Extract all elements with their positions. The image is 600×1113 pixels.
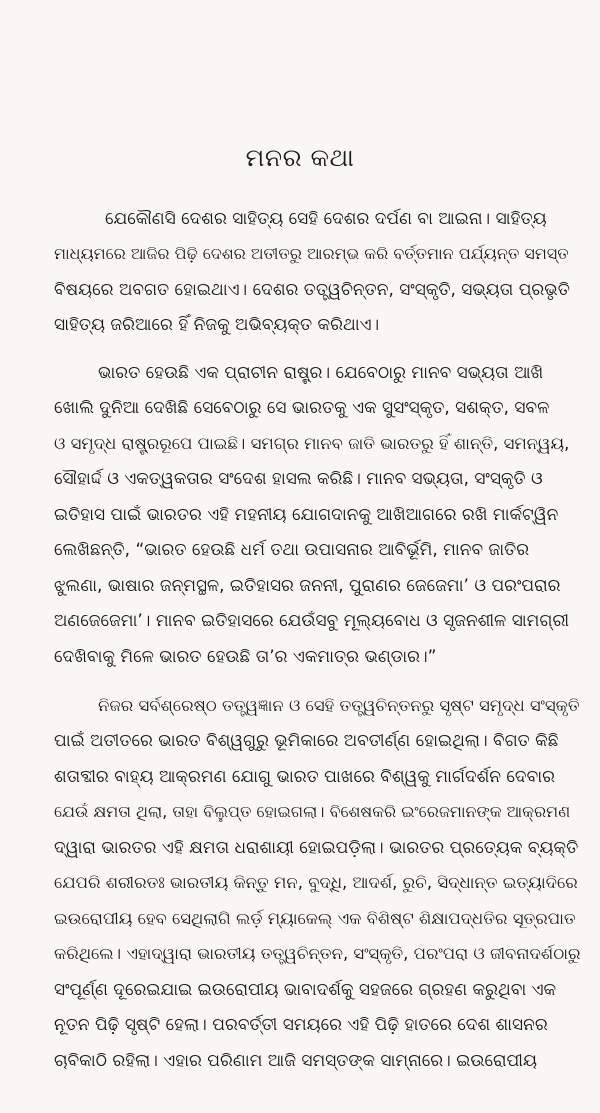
text-line-14: ନିଜର ସର୍ବଶ୍ରେଷ୍ଠ ତତ୍ତ୍ୱଜ୍ଞାନ ଓ ସେହି ତତ୍ତ୍ୱଚିନ୍ତନରୁ ସୃଷ୍ଟ ସମୃଦ୍ଧ ସଂସ୍କୃତି (98, 696, 580, 715)
text-line-13: ଦେଖିବାକୁ ମିଳେ ଭାରତ ହେଉଛି ତା’ର ଏକମାତ୍ର ଭଣ୍ଡାର।” (54, 647, 437, 667)
text-line-16: ଶତାବ୍ଦୀର ବାହ୍ୟ ଆକ୍ରମଣ ଯୋଗୁ ଭାରତ ପାଖରେ ବିଶ୍ୱକୁ ମାର୍ଗଦର୍ଶନ ଦେବାର (54, 767, 555, 787)
text-line-18: ଦ୍ୱାରା ଭାରତର ଏହି କ୍ଷମତା ଧରାଶାୟୀ ହୋଇପଡ଼ିଲା। ଭାରତର ପ୍ରତ୍ୟେକ ବ୍ୟକ୍ତି (54, 838, 579, 858)
text-line-10: ଲେଖିଛନ୍ତି, “ଭାରତ ହେଉଛି ଧର୍ମ ତଥା ଉପାସନାର ଆବିର୍ଭୂମି, ମାନବ ଜାତିର (54, 540, 530, 560)
text-line-1: ଯେକୌଣସି ଦେଶର ସାହିତ୍ୟ ସେହି ଦେଶର ଦର୍ପଣ ବା ଆଇନା। ସାହିତ୍ୟ (105, 209, 547, 229)
text-line-5: ଭାରତ ହେଉଛି ଏକ ପ୍ରାଚୀନ ରାଷ୍ଟ୍ର। ଯେବେଠାରୁ ମାନବ ସଭ୍ୟତା ଆଖି (98, 363, 544, 383)
text-line-21: କରିଥିଲେ। ଏହାଦ୍ୱାରା ଭାରତୀୟ ତତ୍ତ୍ୱଚିନ୍ତନ, ସଂସ୍କୃତି, ପରଂପରା ଓ ଜୀବନାଦର୍ଶଠାରୁ (54, 944, 581, 963)
text-line-24: ଚାବିକାଠି ରହିଲା। ଏହାର ପରିଣାମ ଆଜି ସମସ୍ତଙ୍କ ସାମ୍ନାରେ। ଇଉରୋପୀୟ (54, 1051, 537, 1071)
text-line-8: ସୌହାର୍ଦ୍ଦ ଓ ଏକତ୍ୱକତାର ସଂଦେଶ ହାସଲ କରିଛି। ମାନବ ସଭ୍ୟତା, ସଂସ୍କୃତି ଓ (54, 469, 543, 489)
text-line-20: ଇଉରୋପୀୟ ହେବ ସେଥିଲାଗି ଲର୍ଡ଼ ମ୍ୟାକେଲ୍ ଏକ ବିଶିଷ୍ଟ ଶିକ୍ଷାପଦ୍ଧତିର ସୂତ୍ରପାତ (54, 909, 576, 928)
text-line-22: ସଂପୂର୍ଣ୍ଣ ଦୂରେଇଯାଇ ଇଉରୋପୀୟ ଭାବାଦର୍ଶକୁ ସହଜରେ ଗ୍ରହଣ କରୁଥିବା ଏକ (54, 980, 557, 1000)
text-line-2: ମାଧ୍ୟମରେ ଆଜିର ପିଢ଼ି ଦେଶର ଅତୀତରୁ ଆରମ୍ଭ କରି ବର୍ତ୍ତମାନ ପର୍ଯ୍ୟନ୍ତ ସମସ୍ତ (54, 244, 569, 263)
page-title: ମନର କଥା (245, 143, 355, 172)
text-line-6: ଖୋଲି ଦୁନିଆ ଦେଖିଛି ସେବେଠାରୁ ସେ ଭାରତକୁ ଏକ ସୁସଂସ୍କୃତ, ସଶକ୍ତ, ସବଳ (54, 398, 550, 418)
text-line-7: ଓ ସମୃଦ୍ଧ ରାଷ୍ଟ୍ରରୂପେ ପାଇଛି। ସମଗ୍ର ମାନବ ଜାତି ଭାରତରୁ ହିଁ ଶାନ୍ତି, ସମନ୍ୱୟ, (54, 434, 570, 453)
text-line-17: ଯେଉଁ କ୍ଷମତା ଥିଲା, ତାହା ବିଲୁପ୍ତ ହୋଇଗଲା। ବିଶେଷକରି ଇଂରେଜମାନଙ୍କ ଆକ୍ରମଣ (54, 802, 571, 821)
text-line-9: ଇତିହାସ ପାଇଁ ଭାରତର ଏହି ମହନୀୟ ଯୋଗଦାନକୁ ଆଖିଆଗରେ ରଖି ମାର୍କଟ୍ୱିନ (54, 505, 559, 525)
text-line-4: ସାହିତ୍ୟ ଜରିଆରେ ହିଁ ନିଜକୁ ଅଭିବ୍ୟକ୍ତ କରିଥାଏ। (54, 315, 380, 335)
text-line-19: ଯେପରି ଶରୀରତଃ ଭାରତୀୟ କିନ୍ତୁ ମନ, ବୁଦ୍ଧି, ଆଦର୍ଶ, ରୁଚି, ସିଦ୍ଧାନ୍ତ ଇତ୍ୟାଦିରେ (54, 873, 578, 892)
text-line-11: ଝୁଲଣା, ଭାଷାର ଜନ୍ମସ୍ଥଳ, ଇତିହାସର ଜନନୀ, ପୁରାଣର ଜେଜେମା’ ଓ ପରଂପରାର (54, 576, 561, 596)
text-line-12: ଅଣଜେଜେମା’। ମାନବ ଇତିହାସରେ ଯେଉଁସବୁ ମୂଲ୍ୟବୋଧ ଓ ସୃଜନଶୀଳ ସାମଗ୍ରୀ (54, 611, 570, 631)
text-line-3: ବିଷୟରେ ଅବଗତ ହୋଇଥାଏ। ଦେଶର ତତ୍ତ୍ୱଚିନ୍ତନ, ସଂସ୍କୃତି, ସଭ୍ୟତା ପ୍ରଭୃତି (54, 280, 570, 300)
text-line-15: ପାଇଁ ଅତୀତରେ ଭାରତ ବିଶ୍ୱଗୁରୁ ଭୂମିକାରେ ଅବତୀର୍ଣ୍ଣ ହୋଇଥିଲା। ବିଗତ କିଛି (54, 731, 559, 751)
text-line-23: ନୂତନ ପିଢ଼ି ସୃଷ୍ଟି ହେଲା। ପରବର୍ତ୍ତୀ ସମୟରେ ଏହି ପିଢ଼ି ହାତରେ ଦେଶ ଶାସନର (54, 1015, 548, 1035)
